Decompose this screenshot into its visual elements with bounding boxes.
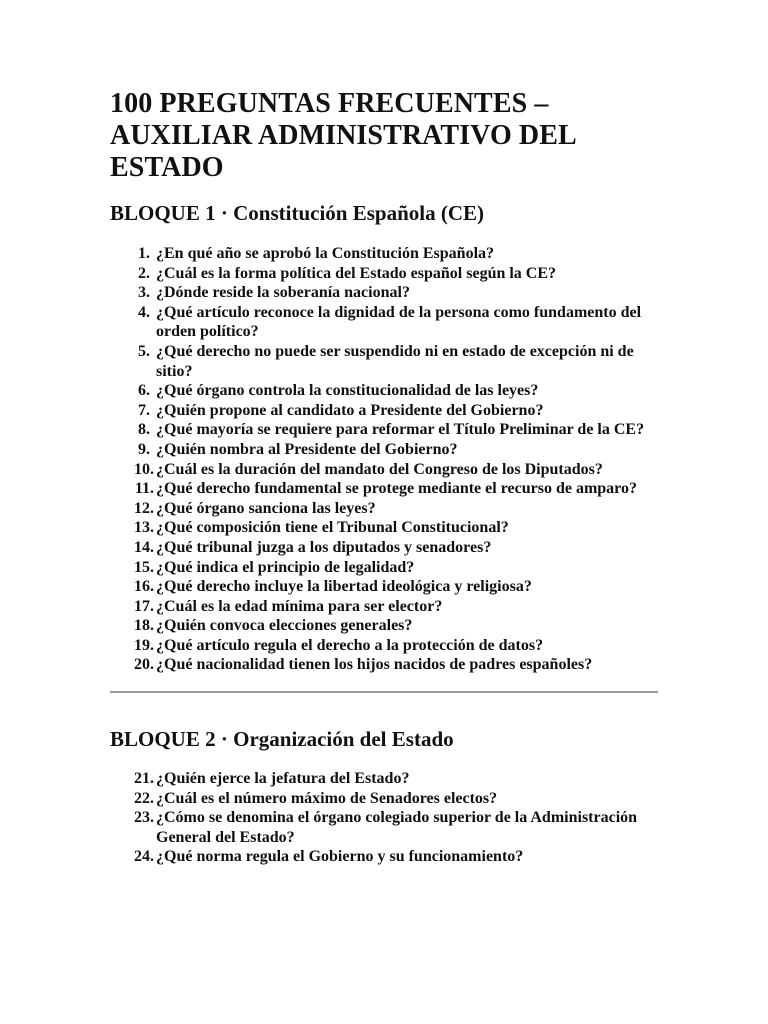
question-item xyxy=(110,616,658,636)
question-item xyxy=(110,381,658,401)
question-item xyxy=(110,847,658,867)
question-text: ¿Qué órgano controla la constitucionalidad de las leyes? xyxy=(156,382,539,400)
question-number: 11. xyxy=(134,480,154,498)
question-item xyxy=(110,769,658,789)
question-item xyxy=(110,655,658,675)
question-text: ¿Quién convoca elecciones generales? xyxy=(156,617,413,635)
question-text: ¿Dónde reside la soberanía nacional? xyxy=(156,284,410,302)
question-text: ¿Cuál es la duración del mandato del Congreso de los Diputados? xyxy=(156,460,603,478)
question-number: 19. xyxy=(134,636,154,654)
question-item xyxy=(110,479,658,499)
question-number: 2. xyxy=(138,264,150,282)
question-item xyxy=(110,283,658,303)
question-text: ¿Cuál es el número máximo de Senadores electos? xyxy=(156,789,498,807)
question-text: ¿Qué mayoría se requiere para reformar el Título Preliminar de la CE? xyxy=(156,421,645,439)
question-text: ¿Qué composición tiene el Tribunal Constitucional? xyxy=(156,519,509,537)
document-title: 100 PREGUNTAS FRECUENTES – AUXILIAR ADMINISTRATIVO DEL ESTADO xyxy=(110,88,576,183)
question-number: 14. xyxy=(134,538,154,556)
question-text: ¿Qué derecho incluye la libertad ideológica y religiosa? xyxy=(156,578,532,596)
question-number: 3. xyxy=(138,284,150,302)
question-text: ¿Qué nacionalidad tienen los hijos nacidos de padres españoles? xyxy=(156,656,593,674)
question-item xyxy=(110,558,658,578)
question-text: ¿Quién nombra al Presidente del Gobierno? xyxy=(156,440,458,458)
question-item xyxy=(110,244,658,264)
question-text: ¿Quién ejerce la jefatura del Estado? xyxy=(156,770,410,788)
question-item xyxy=(110,303,658,342)
question-number: 1. xyxy=(138,245,150,262)
question-item xyxy=(110,636,658,656)
question-text: ¿Cuál es la forma política del Estado español según la CE? xyxy=(156,264,557,282)
question-number: 23. xyxy=(134,809,154,827)
question-number: 15. xyxy=(134,558,154,576)
question-text: ¿Qué norma regula el Gobierno y su funcionamiento? xyxy=(156,848,524,866)
question-item xyxy=(110,460,658,480)
question-number: 24. xyxy=(134,848,154,866)
question-number: 4. xyxy=(138,303,150,321)
question-number: 7. xyxy=(138,401,150,419)
question-text: ¿Quién propone al candidato a Presidente del Gobierno? xyxy=(156,401,544,419)
question-text: ¿Cómo se denomina el órgano colegiado superior de la Administración General del Estado? xyxy=(156,809,638,846)
question-number: 12. xyxy=(134,499,154,517)
question-text: ¿Qué tribunal juzga a los diputados y senadores? xyxy=(156,538,492,556)
question-item xyxy=(110,264,658,284)
block-2-question-list xyxy=(110,769,658,867)
block-1-heading: BLOQUE 1 · Constitución Española (CE) xyxy=(110,201,484,225)
question-text: ¿Qué derecho no puede ser suspendido ni en estado de excepción ni de sitio? xyxy=(156,342,634,380)
question-number: 21. xyxy=(134,770,154,788)
question-item xyxy=(110,789,658,809)
question-number: 18. xyxy=(134,617,154,635)
question-number: 8. xyxy=(138,421,150,439)
question-number: 16. xyxy=(134,578,154,596)
question-item xyxy=(110,342,658,381)
question-text: ¿Qué indica el principio de legalidad? xyxy=(156,558,415,576)
question-number: 13. xyxy=(134,519,154,537)
document-page xyxy=(110,88,658,867)
question-number: 10. xyxy=(134,460,154,478)
question-item xyxy=(110,499,658,519)
question-number: 20. xyxy=(134,656,154,674)
block-1-question-list xyxy=(110,244,658,675)
question-item xyxy=(110,577,658,597)
question-number: 17. xyxy=(134,597,154,615)
question-text: ¿Qué órgano sanciona las leyes? xyxy=(156,499,376,517)
section-divider xyxy=(110,691,658,693)
question-item xyxy=(110,597,658,617)
question-text: ¿Qué artículo regula el derecho a la protección de datos? xyxy=(156,636,544,654)
question-text: ¿En qué año se aprobó la Constitución Española? xyxy=(156,245,495,262)
question-text: ¿Cuál es la edad mínima para ser elector? xyxy=(156,597,443,615)
question-item xyxy=(110,420,658,440)
question-number: 9. xyxy=(138,440,150,458)
question-number: 6. xyxy=(138,382,150,400)
question-item xyxy=(110,808,658,847)
question-number: 22. xyxy=(134,789,154,807)
question-item xyxy=(110,538,658,558)
block-2-heading: BLOQUE 2 · Organización del Estado xyxy=(110,727,454,752)
question-text: ¿Qué artículo reconoce la dignidad de la persona como fundamento del orden político? xyxy=(156,303,642,341)
question-item xyxy=(110,518,658,538)
question-item xyxy=(110,440,658,460)
question-item xyxy=(110,401,658,421)
question-number: 5. xyxy=(138,342,150,360)
question-text: ¿Qué derecho fundamental se protege mediante el recurso de amparo? xyxy=(156,480,637,498)
